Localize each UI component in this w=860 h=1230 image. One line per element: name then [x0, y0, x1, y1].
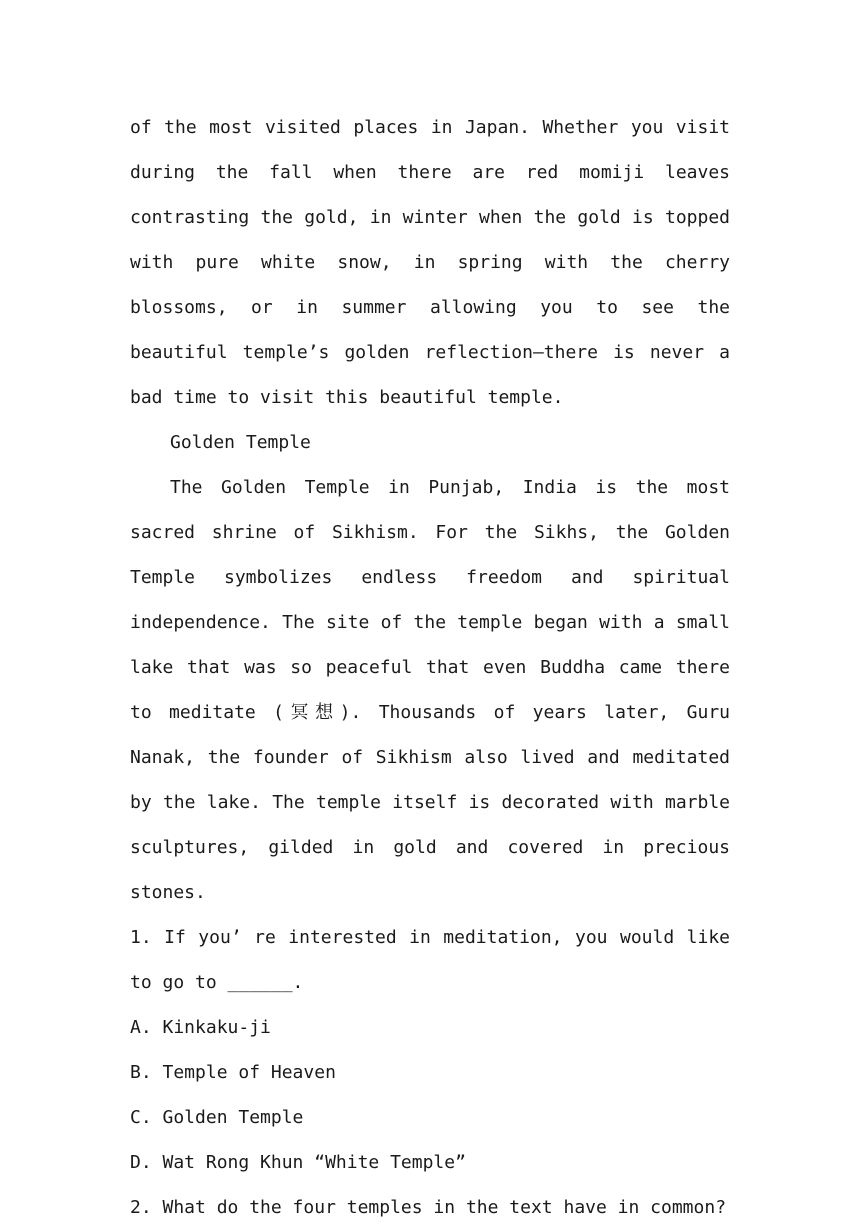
document-body [130, 105, 730, 1230]
question-1-stem: 1. If you’ re interested in meditation, you would like to go to ______. [130, 927, 730, 993]
question-1-option-c: C. Golden Temple [130, 1107, 304, 1128]
section-heading-golden-temple: Golden Temple [170, 432, 311, 453]
question-1-option-a: A. Kinkaku-ji [130, 1017, 271, 1038]
question-1-option-d: D. Wat Rong Khun “White Temple” [130, 1152, 466, 1173]
golden-temple-paragraph: The Golden Temple in Punjab, India is the most sacred shrine of Sikhism. For the Sikhs, the Golden Temple symbolizes endless freedom and spiritual independence. The site of the temple began with a small lake that was so peaceful that even Buddha came there to meditate (冥想). Thousands of years later, Guru Nanak, the founder of Sikhism also lived and meditated by the lake. The temple itself is decorated with marble sculptures, gilded in gold and covered in precious stones. [130, 477, 730, 903]
question-2-stem: 2. What do the four temples in the text have in common? [130, 1197, 727, 1218]
kinkaku-paragraph: of the most visited places in Japan. Whether you visit during the fall when there are red momiji leaves contrasting the gold, in winter when the gold is topped with pure white snow, in spring with the cherry blossoms, or in summer allowing you to see the beautiful temple’s golden reflection—there is never a bad time to visit this beautiful temple. [130, 117, 730, 408]
question-1-option-b: B. Temple of Heaven [130, 1062, 336, 1083]
